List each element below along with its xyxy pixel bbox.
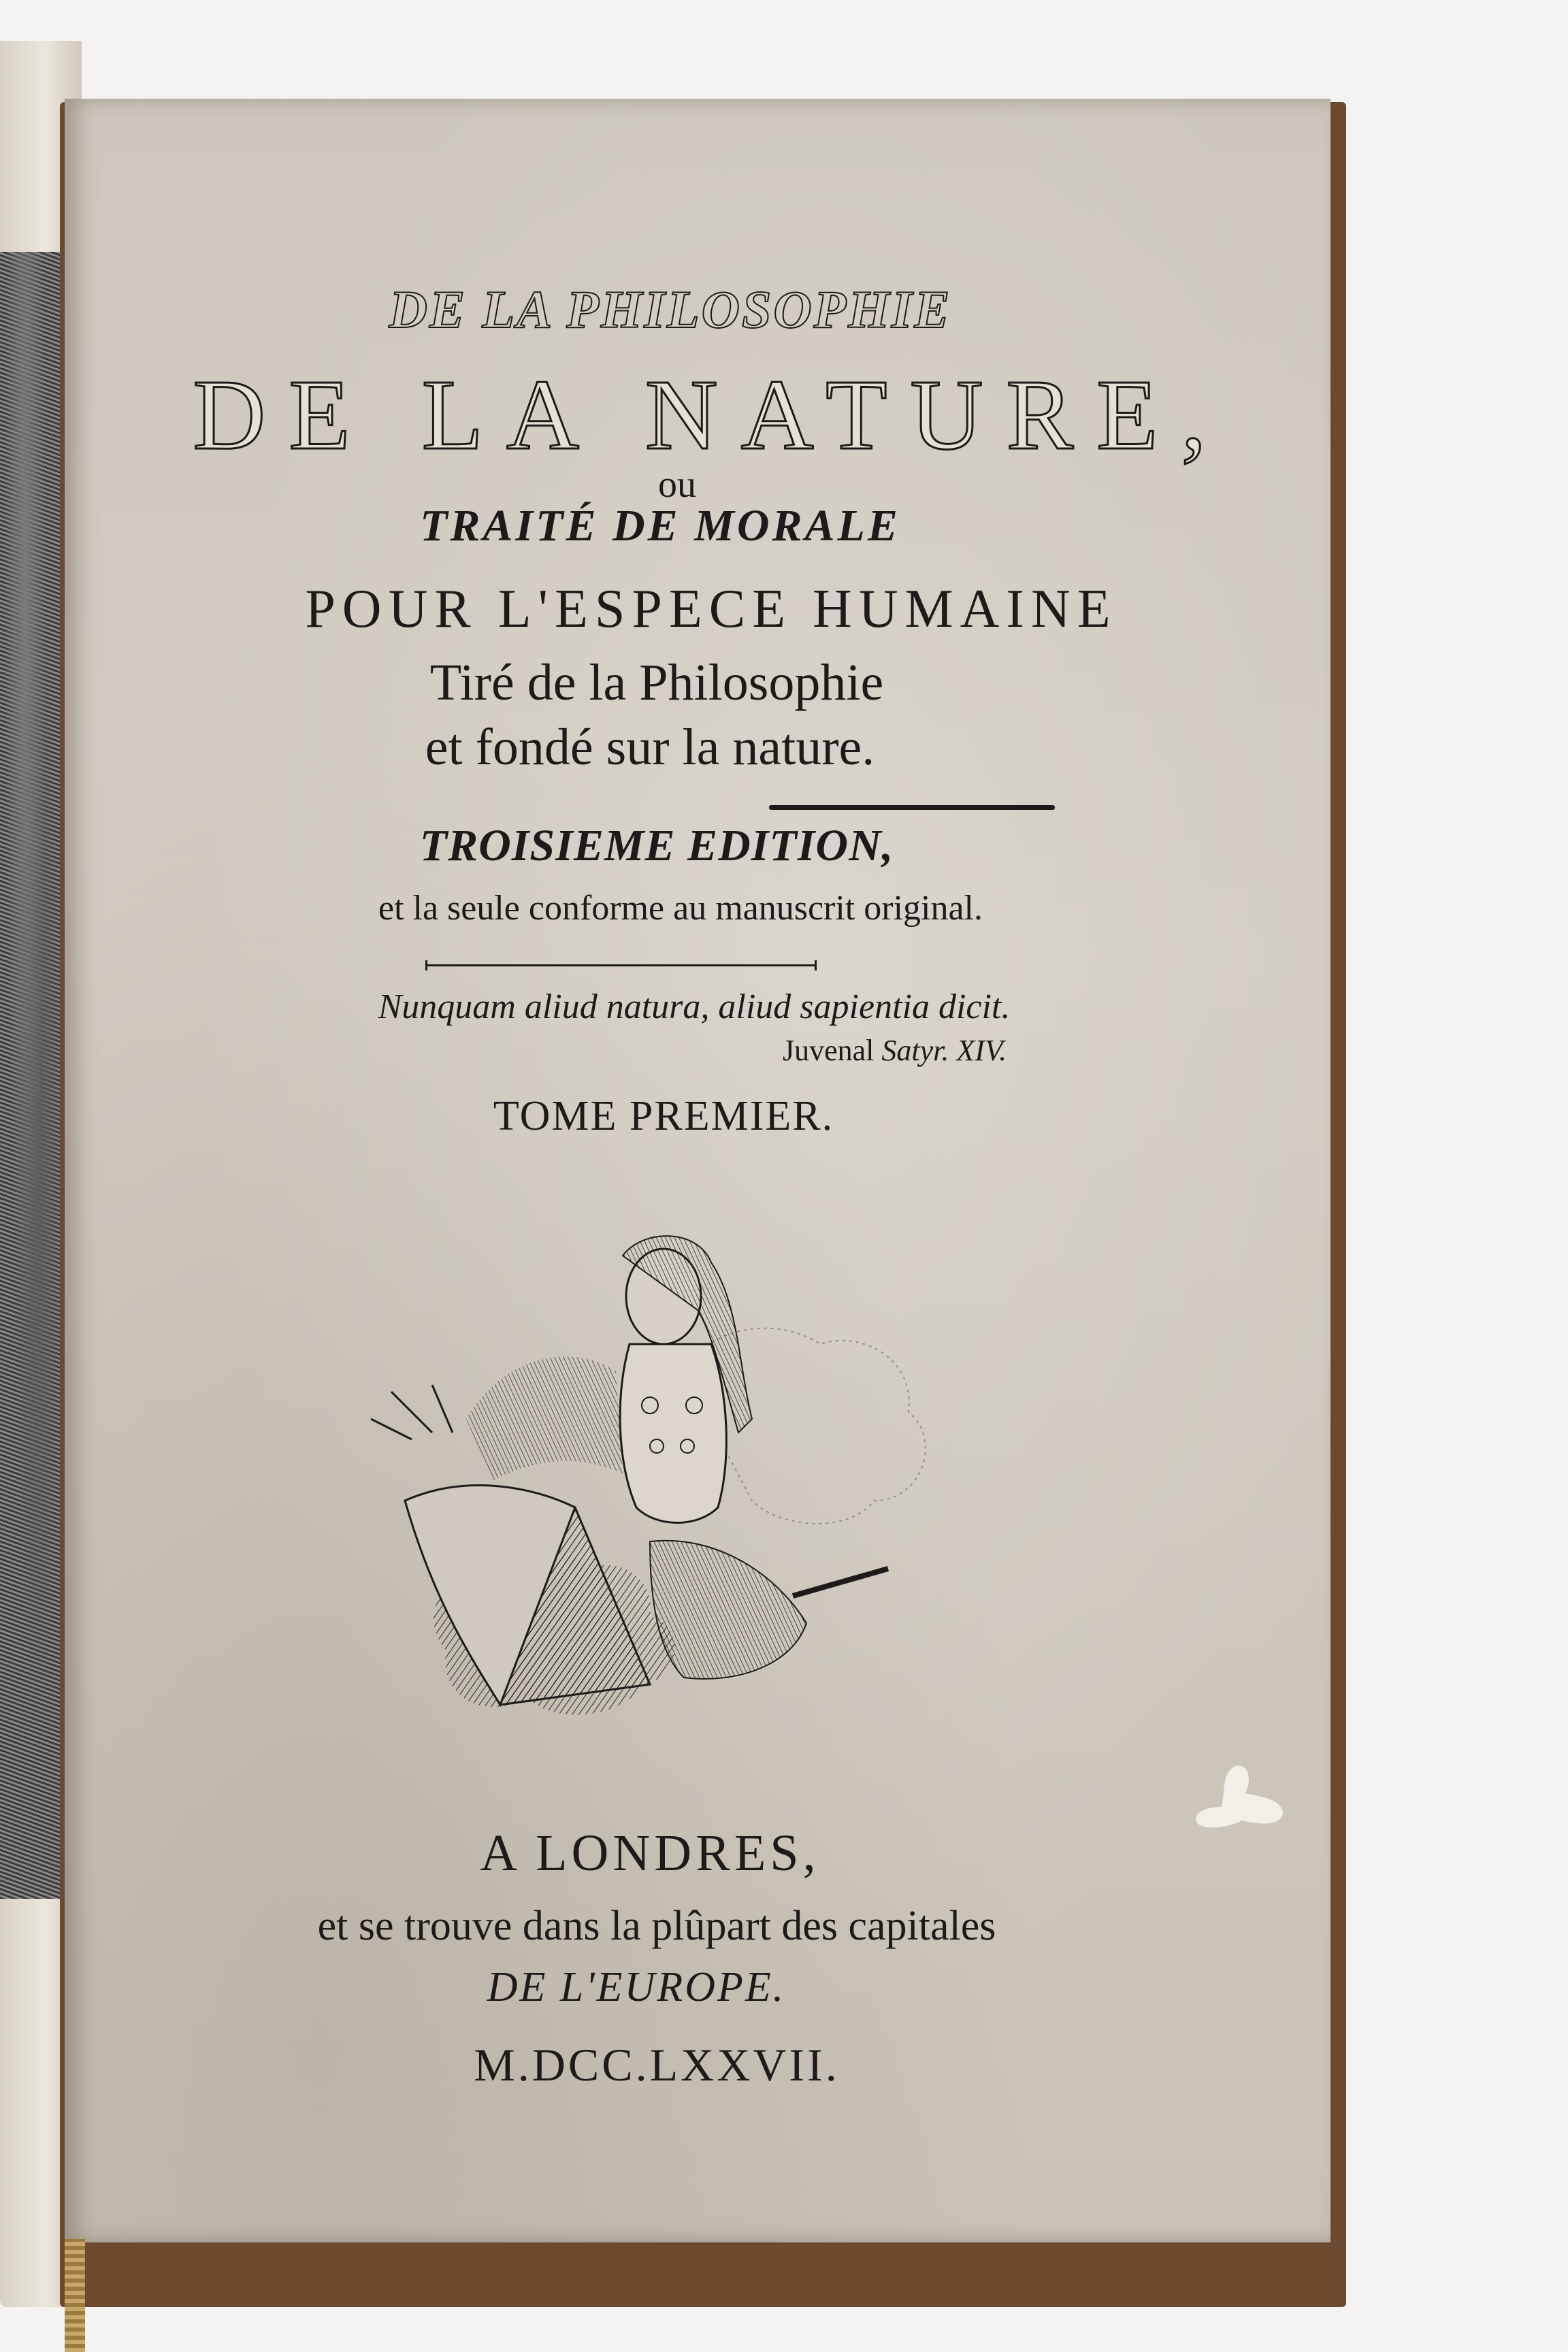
- epigraph-author: Juvenal: [783, 1034, 875, 1067]
- title-line-pour: POUR L'ESPECE HUMAINE: [305, 579, 1117, 639]
- engraved-vignette-figure: [330, 1215, 990, 1786]
- title-line-tire: Tiré de la Philosophie: [429, 654, 884, 711]
- imprint-date: M.DCC.LXXVII.: [474, 2039, 840, 2091]
- title-line-ou: ou: [658, 463, 696, 506]
- bookmark-ribbon: [65, 2239, 85, 2352]
- title-page: [65, 99, 1330, 2242]
- title-line-traite: TRAITÉ DE MORALE: [420, 501, 900, 551]
- motto-divider-rule: [425, 964, 817, 966]
- title-line-philosophie: DE LA PHILOSOPHIE: [389, 280, 952, 339]
- volume-label: TOME PREMIER.: [493, 1093, 834, 1139]
- epigraph-source: Satyr. XIV.: [881, 1034, 1007, 1067]
- title-line-fonde: et fondé sur la nature.: [425, 719, 875, 776]
- imprint-europe: DE L'EUROPE.: [487, 1964, 786, 2010]
- epigraph: Nunquam aliud natura, aliud sapientia dicit.: [378, 987, 1011, 1026]
- epigraph-attribution: [783, 1033, 1007, 1068]
- worm-hole-damage: [1188, 1759, 1290, 1848]
- title-divider-rule: [769, 805, 1055, 810]
- edition-statement: TROISIEME EDITION,: [419, 821, 894, 870]
- edition-note: et la seule conforme au manuscrit original.: [378, 889, 983, 928]
- imprint-place: A LONDRES,: [480, 1825, 820, 1882]
- title-line-nature: DE LA NATURE,: [193, 359, 1230, 471]
- imprint-distribution: et se trouve dans la plûpart des capitales: [317, 1903, 996, 1949]
